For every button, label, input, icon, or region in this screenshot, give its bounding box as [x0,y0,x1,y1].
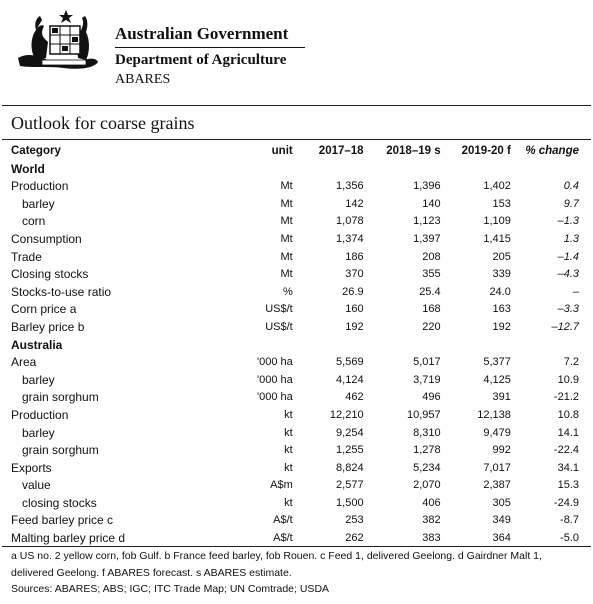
unit-cell: '000 ha [256,391,293,404]
section-row [0,337,593,355]
value-2018-19: 406 [422,496,441,509]
row-label: corn [22,214,46,229]
unit-cell: kt [284,408,293,421]
value-2019-20: 2,387 [483,479,511,492]
row-label: Feed barley price c [11,513,114,528]
table-bottom-rule [2,546,591,547]
value-2018-19: 3,719 [413,373,441,386]
value-2017-18: 4,124 [336,373,364,386]
percent-change: -21.2 [553,391,579,404]
table-row [0,372,593,390]
percent-change: -22.4 [553,444,579,457]
row-label: Stocks-to-use ratio [11,284,112,299]
value-2017-18: 370 [345,268,364,281]
value-2017-18: 160 [345,303,364,316]
value-2019-20: 192 [492,320,511,333]
value-2019-20: 5,377 [483,356,511,369]
value-2017-18: 5,569 [336,356,364,369]
unit-cell: A$/t [273,514,293,527]
footnote: delivered Geelong. f ABARES forecast. s ABARES estimate. [11,566,292,579]
percent-change: -5.0 [560,532,579,545]
unit-cell: Mt [280,215,293,228]
percent-change: -24.9 [553,496,579,509]
row-label: Malting barley price d [11,531,126,546]
column-header: 2019-20 f [461,145,511,157]
value-2018-19: 5,017 [413,356,441,369]
percent-change: –1.4 [557,250,579,263]
value-2019-20: 391 [492,391,511,404]
value-2019-20: 305 [492,496,511,509]
value-2018-19: 208 [422,250,441,263]
value-2017-18 [295,161,364,179]
percent-change [511,161,593,179]
value-2018-19: 1,123 [413,215,441,228]
column-header: 2017–18 [318,145,364,157]
value-2018-19: 25.4 [419,285,441,298]
unit-cell: '000 ha [256,373,293,386]
value-2019-20: 1,109 [483,215,511,228]
footnote: a US no. 2 yellow corn, fob Gulf. b France feed barley, fob Rouen. c Feed 1, delivered Geelong. d Gairdner Malt 1, [11,550,542,562]
value-2019-20: 1,415 [483,232,511,245]
table-row [0,354,593,372]
row-label: Area [11,355,37,370]
value-2018-19: 383 [422,532,441,545]
percent-change: 1.3 [563,232,579,245]
table-row [0,319,593,337]
row-label: World [11,161,45,176]
value-2017-18: 1,500 [336,496,364,509]
value-2018-19: 220 [422,320,441,333]
value-2017-18: 12,210 [329,408,364,421]
value-2019-20: 4,125 [483,373,511,386]
value-2018-19 [364,337,441,355]
percent-change: 7.2 [563,356,579,369]
row-label: barley [22,425,55,440]
column-header: unit [271,145,293,157]
value-2018-19: 10,957 [406,408,441,421]
row-label: Australia [11,337,63,352]
row-label: Barley price b [11,319,85,334]
agency-name: ABARES [115,72,171,87]
table-row [0,213,593,231]
row-label: Consumption [11,231,82,246]
value-2019-20: 12,138 [477,408,511,421]
table-row [0,266,593,284]
percent-change: –3.3 [557,303,579,316]
header [0,0,593,100]
unit-cell: '000 ha [256,356,293,369]
row-label: barley [22,196,55,211]
percent-change: 10.8 [557,408,579,421]
value-2019-20: 992 [492,444,511,457]
unit-cell: A$m [270,479,293,492]
value-2017-18: 1,356 [336,180,364,193]
unit-cell: % [282,285,293,298]
value-2019-20: 163 [492,303,511,316]
unit-cell: kt [284,426,293,439]
table-title: Outlook for coarse grains [11,113,195,133]
value-2018-19: 355 [422,268,441,281]
value-2019-20: 339 [492,268,511,281]
value-2019-20: 349 [492,514,511,527]
coarse-grains-table [0,143,593,548]
row-label: value [22,478,51,493]
column-header: 2018–19 s [386,145,441,157]
unit-cell: Mt [280,268,293,281]
table-row [0,477,593,495]
table-row [0,425,593,443]
value-2017-18 [295,337,364,355]
unit-cell: A$/t [273,532,293,545]
row-label: closing stocks [22,495,97,510]
unit-cell: Mt [280,232,293,245]
value-2018-19: 496 [422,391,441,404]
percent-change: –12.7 [551,320,579,333]
unit-cell: Mt [280,197,293,210]
unit-cell: Mt [280,180,293,193]
value-2018-19: 140 [422,197,441,210]
table-row [0,249,593,267]
value-2019-20: 205 [492,250,511,263]
table-row [0,178,593,196]
value-2018-19: 382 [422,514,441,527]
row-label: grain sorghum [22,443,99,458]
percent-change: – [572,285,579,298]
table-row [0,442,593,460]
row-label: Trade [11,249,42,264]
table-header-row [0,143,593,161]
value-2018-19: 1,278 [413,444,441,457]
unit-cell: US$/t [265,303,293,316]
value-2017-18: 26.9 [342,285,364,298]
percent-change: 10.9 [557,373,579,386]
percent-change: -8.7 [560,514,579,527]
value-2017-18: 192 [345,320,364,333]
value-2019-20: 9,479 [483,426,511,439]
value-2017-18: 8,824 [336,461,364,474]
title-rule-bottom [2,139,591,140]
row-label: Production [11,407,69,422]
value-2019-20: 7,017 [483,461,511,474]
table-row [0,196,593,214]
value-2017-18: 9,254 [336,426,364,439]
table-row [0,301,593,319]
percent-change: 0.4 [563,180,579,193]
value-2018-19 [364,161,441,179]
value-2017-18: 186 [345,250,364,263]
table-notes [11,548,591,598]
row-label: Exports [11,460,52,475]
value-2019-20 [441,161,511,179]
value-2018-19: 1,396 [413,180,441,193]
table-row [0,512,593,530]
unit-cell [211,161,295,179]
row-label: Closing stocks [11,267,89,282]
percent-change: 34.1 [557,461,579,474]
value-2018-19: 168 [422,303,441,316]
unit-cell: US$/t [265,320,293,333]
unit-cell: kt [284,444,293,457]
section-row [0,161,593,179]
row-label: barley [22,372,55,387]
table-row [0,284,593,302]
value-2017-18: 1,078 [336,215,364,228]
column-header: % change [525,145,579,157]
row-label: grain sorghum [22,390,99,405]
header-divider [115,47,305,48]
value-2019-20: 153 [492,197,511,210]
unit-cell: Mt [280,250,293,263]
value-2017-18: 262 [345,532,364,545]
table-row [0,407,593,425]
unit-cell: kt [284,461,293,474]
percent-change: 9.7 [563,197,579,210]
value-2017-18: 1,255 [336,444,364,457]
title-rule-top [2,105,591,106]
value-2017-18: 253 [345,514,364,527]
value-2019-20: 1,402 [483,180,511,193]
value-2018-19: 8,310 [413,426,441,439]
unit-cell: kt [284,496,293,509]
value-2019-20: 364 [492,532,511,545]
department-name: Department of Agriculture [115,52,287,68]
table-row [0,460,593,478]
percent-change: 14.1 [557,426,579,439]
sources-note: Sources: ABARES; ABS; IGC; ITC Trade Map; UN Comtrade; USDA [11,583,330,595]
row-label: Corn price a [11,302,77,317]
coat-of-arms-icon [8,8,100,72]
percent-change: –4.3 [557,268,579,281]
row-label: Production [11,179,69,194]
value-2017-18: 462 [345,391,364,404]
value-2018-19: 2,070 [413,479,441,492]
table-row [0,231,593,249]
value-2019-20 [441,337,511,355]
value-2018-19: 1,397 [413,232,441,245]
value-2018-19: 5,234 [413,461,441,474]
unit-cell [211,337,295,355]
percent-change [511,337,593,355]
value-2019-20: 24.0 [489,285,511,298]
value-2017-18: 1,374 [336,232,364,245]
column-header: Category [11,145,61,157]
table-row [0,389,593,407]
table-row [0,495,593,513]
percent-change: –1.3 [557,215,579,228]
percent-change: 15.3 [557,479,579,492]
value-2017-18: 142 [345,197,364,210]
government-name: Australian Government [115,24,289,43]
value-2017-18: 2,577 [336,479,364,492]
